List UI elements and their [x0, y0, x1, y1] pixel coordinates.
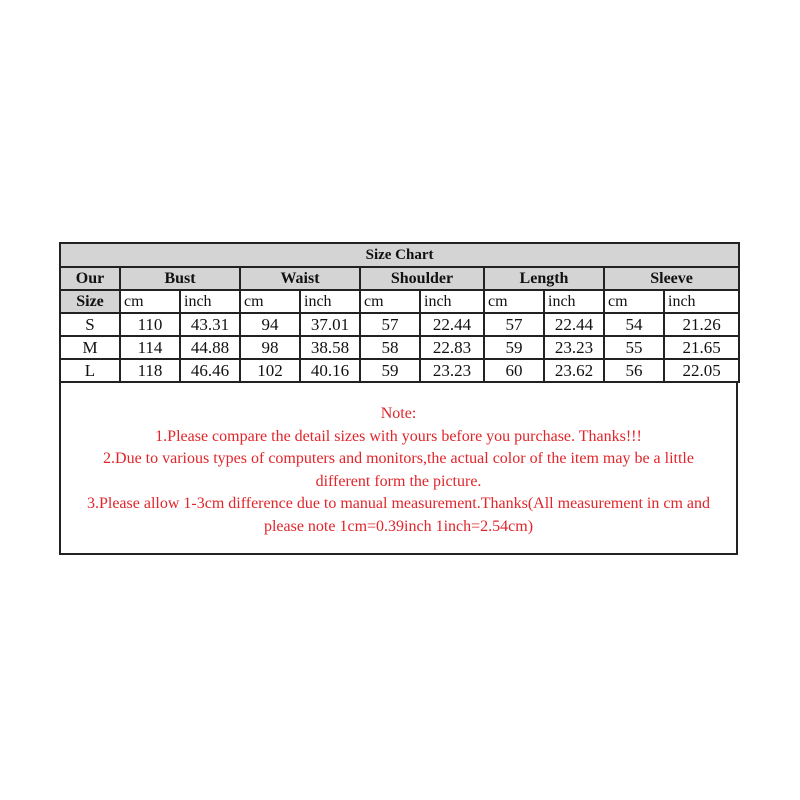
value-cell: 118 [120, 359, 180, 382]
value-cell: 37.01 [300, 313, 360, 336]
chart-title: Size Chart [60, 243, 739, 267]
value-cell: 98 [240, 336, 300, 359]
note-line: 2.Due to various types of computers and monitors,the actual color of the item may be a little [103, 450, 694, 467]
note-box [59, 383, 738, 555]
table-row [60, 336, 739, 359]
value-cell: 21.65 [664, 336, 739, 359]
size-label-line1: Our [60, 267, 120, 290]
note-line: 3.Please allow 1-3cm difference due to manual measurement.Thanks(All measurement in cm and [86, 495, 711, 512]
value-cell: 54 [604, 313, 664, 336]
unit-cm: cm [360, 290, 420, 313]
unit-inch: inch [664, 290, 739, 313]
value-cell: 23.23 [544, 336, 604, 359]
table-row [60, 313, 739, 336]
value-cell: 22.44 [544, 313, 604, 336]
size-chart [59, 242, 738, 555]
value-cell: 55 [604, 336, 664, 359]
value-cell: 44.88 [180, 336, 240, 359]
size-cell: L [60, 359, 120, 382]
header-length: Length [484, 267, 604, 290]
note-line: different form the picture. [315, 472, 482, 490]
value-cell: 40.16 [300, 359, 360, 382]
value-cell: 94 [240, 313, 300, 336]
value-cell: 23.23 [420, 359, 484, 382]
value-cell: 43.31 [180, 313, 240, 336]
header-shoulder: Shoulder [360, 267, 484, 290]
header-waist: Waist [240, 267, 360, 290]
header-sleeve: Sleeve [604, 267, 739, 290]
value-cell: 110 [120, 313, 180, 336]
table-row [60, 359, 739, 382]
value-cell: 22.05 [664, 359, 739, 382]
unit-inch: inch [420, 290, 484, 313]
note-heading: Note: [380, 405, 417, 422]
header-bust: Bust [120, 267, 240, 290]
unit-inch: inch [300, 290, 360, 313]
value-cell: 21.26 [664, 313, 739, 336]
value-cell: 46.46 [180, 359, 240, 382]
value-cell: 102 [240, 359, 300, 382]
value-cell: 58 [360, 336, 420, 359]
value-cell: 57 [484, 313, 544, 336]
value-cell: 23.62 [544, 359, 604, 382]
value-cell: 59 [360, 359, 420, 382]
note-line: please note 1cm=0.39inch 1inch=2.54cm) [263, 517, 534, 535]
size-cell: S [60, 313, 120, 336]
size-chart-table [59, 242, 740, 383]
unit-inch: inch [544, 290, 604, 313]
note-line: 1.Please compare the detail sizes with yours before you purchase. Thanks!!! [155, 427, 642, 445]
size-label-line2: Size [60, 290, 120, 313]
size-cell: M [60, 336, 120, 359]
value-cell: 60 [484, 359, 544, 382]
value-cell: 56 [604, 359, 664, 382]
unit-cm: cm [604, 290, 664, 313]
unit-cm: cm [240, 290, 300, 313]
value-cell: 59 [484, 336, 544, 359]
unit-inch: inch [180, 290, 240, 313]
value-cell: 22.83 [420, 336, 484, 359]
value-cell: 57 [360, 313, 420, 336]
value-cell: 22.44 [420, 313, 484, 336]
value-cell: 114 [120, 336, 180, 359]
value-cell: 38.58 [300, 336, 360, 359]
unit-cm: cm [484, 290, 544, 313]
unit-cm: cm [120, 290, 180, 313]
